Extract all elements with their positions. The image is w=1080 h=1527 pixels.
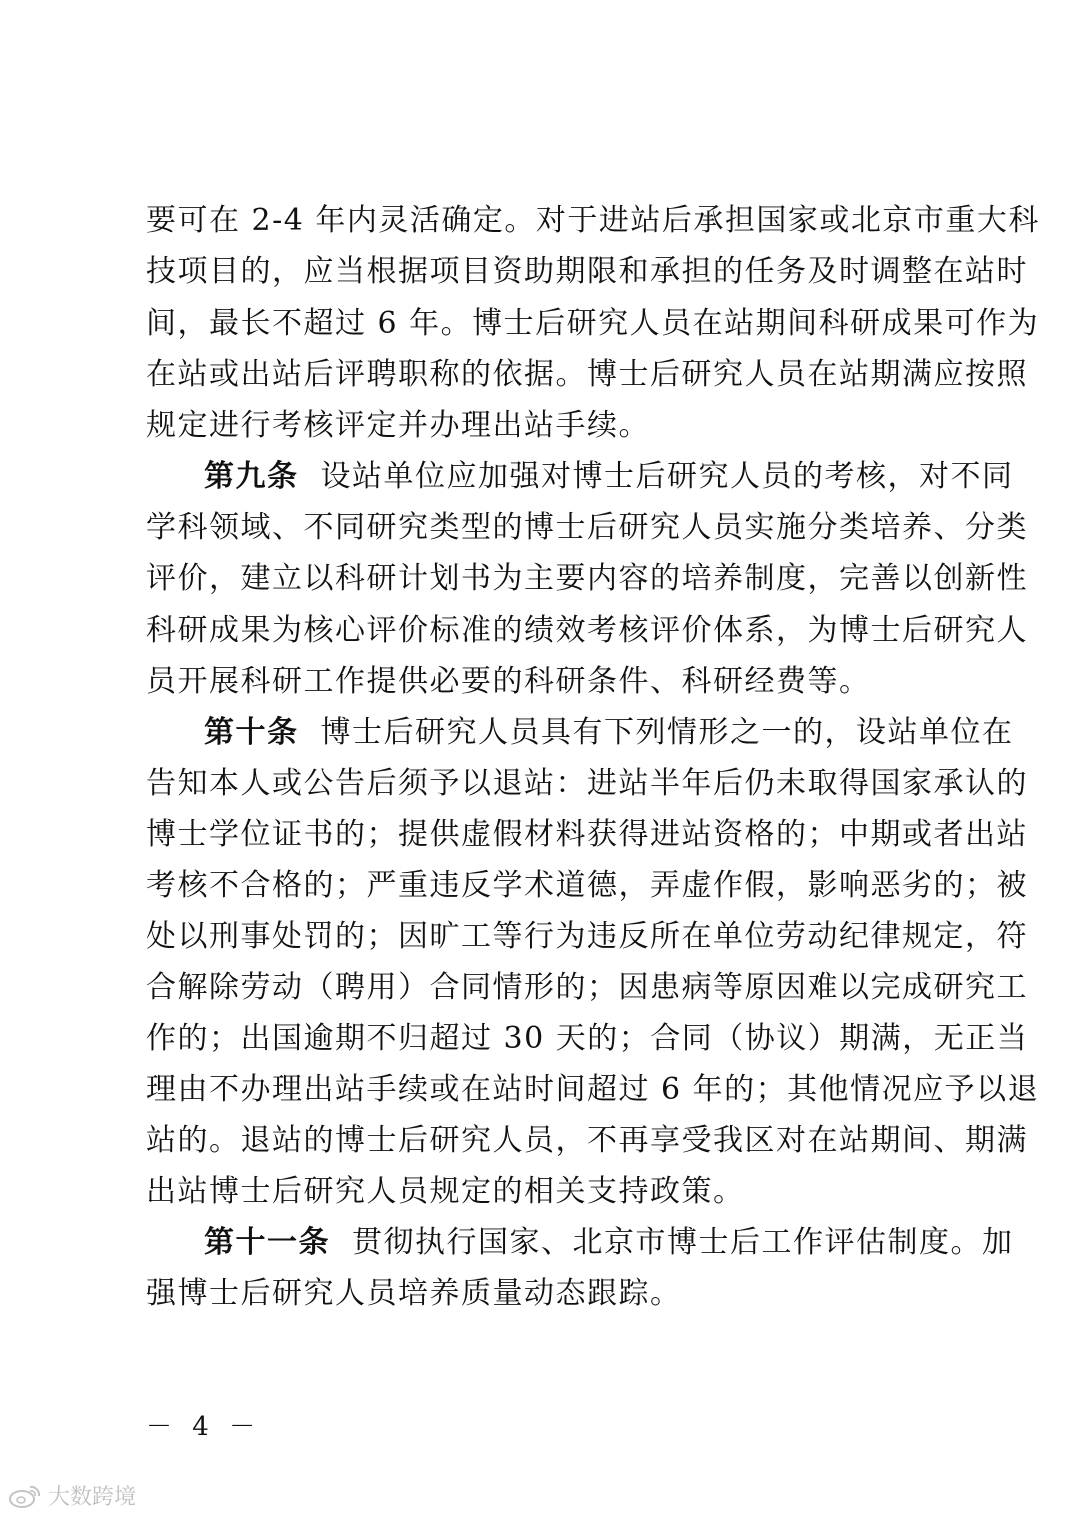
page-number: － 4 － [146, 1412, 262, 1442]
paragraph-line: 间，最长不超过 6 年。博士后研究人员在站期间科研成果可作为 [146, 306, 1040, 341]
article-9-first-line [204, 457, 1014, 497]
paragraph-line: 贯彻执行国家、北京市博士后工作评估制度。加 [352, 1225, 1014, 1260]
paragraph-line: 考核不合格的；严重违反学术道德，弄虚作假，影响恶劣的；被 [146, 868, 1028, 903]
article-10-first-line [204, 713, 1014, 753]
paragraph-line: 处以刑事处罚的；因旷工等行为违反所在单位劳动纪律规定，符 [146, 919, 1028, 954]
paragraph-line: 要可在 2-4 年内灵活确定。对于进站后承担国家或北京市重大科 [146, 203, 1040, 238]
paragraph-line: 强博士后研究人员培养质量动态跟踪。 [146, 1276, 682, 1311]
paragraph-line: 博士后研究人员具有下列情形之一的，设站单位在 [320, 715, 1014, 750]
article-9-heading: 第九条 [204, 459, 299, 494]
paragraph-line: 学科领域、不同研究类型的博士后研究人员实施分类培养、分类 [146, 510, 1028, 545]
article-10-heading: 第十条 [204, 715, 299, 750]
paragraph-line: 在站或出站后评聘职称的依据。博士后研究人员在站期满应按照 [146, 357, 1028, 392]
paragraph-line: 技项目的，应当根据项目资助期限和承担的任务及时调整在站时 [146, 254, 1028, 289]
article-11-first-line [204, 1223, 1014, 1263]
paragraph-line: 站的。退站的博士后研究人员，不再享受我区对在站期间、期满 [146, 1123, 1028, 1158]
paragraph-line: 理由不办理出站手续或在站时间超过 6 年的；其他情况应予以退 [146, 1072, 1040, 1107]
paragraph-line: 作的；出国逾期不归超过 30 天的；合同（协议）期满，无正当 [146, 1021, 1029, 1056]
paragraph-line: 告知本人或公告后须予以退站：进站半年后仍未取得国家承认的 [146, 766, 1028, 801]
paragraph-line: 科研成果为核心评价标准的绩效考核评价体系，为博士后研究人 [146, 613, 1028, 648]
article-11-heading: 第十一条 [204, 1225, 330, 1260]
paragraph-line: 员开展科研工作提供必要的科研条件、科研经费等。 [146, 664, 871, 699]
paragraph-line: 合解除劳动（聘用）合同情形的；因患病等原因难以完成研究工 [146, 970, 1028, 1005]
paragraph-line: 评价，建立以科研计划书为主要内容的培养制度，完善以创新性 [146, 561, 1028, 596]
paragraph-line: 出站博士后研究人员规定的相关支持政策。 [146, 1174, 745, 1209]
paragraph-line: 设站单位应加强对博士后研究人员的考核，对不同 [320, 459, 1014, 494]
weibo-logo-icon [8, 1483, 42, 1509]
watermark-text: 大数跨境 [48, 1485, 137, 1510]
paragraph-line: 规定进行考核评定并办理出站手续。 [146, 408, 650, 443]
paragraph-line: 博士学位证书的；提供虚假材料获得进站资格的；中期或者出站 [146, 817, 1028, 852]
watermark [8, 1480, 136, 1511]
